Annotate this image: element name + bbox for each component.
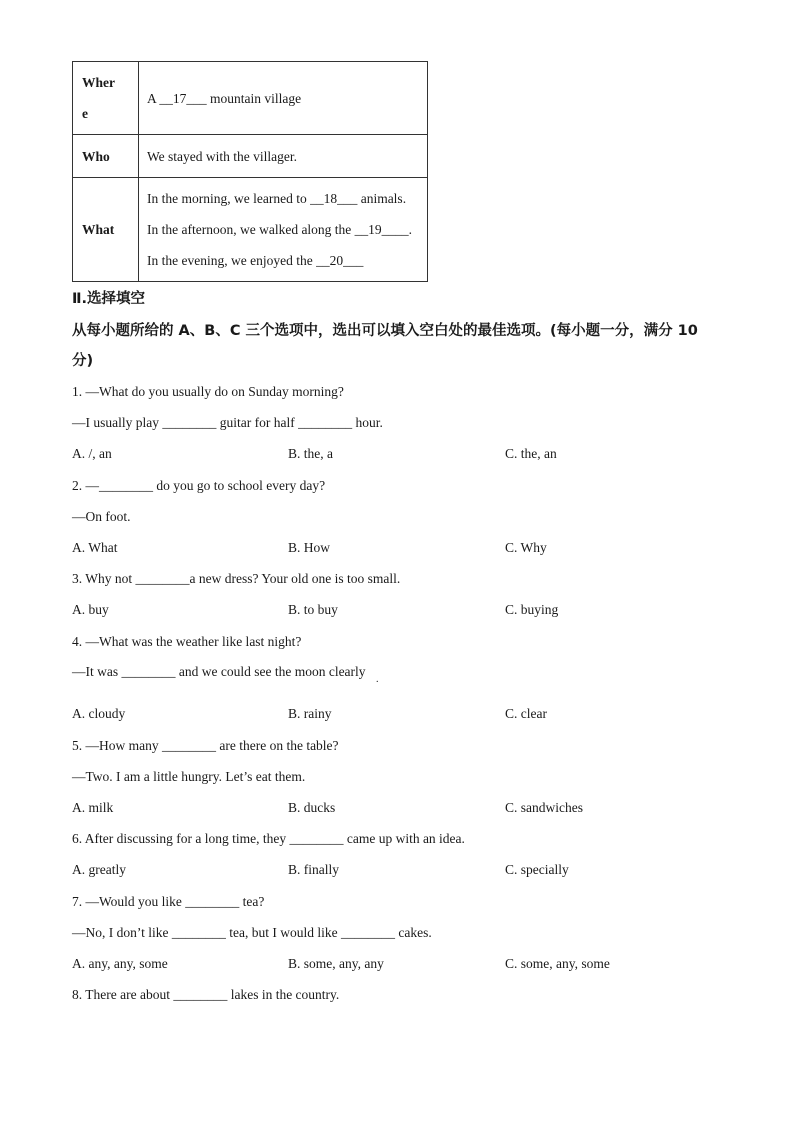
question-3-option-b: B. to buy bbox=[288, 602, 338, 617]
question-6-option-b: B. finally bbox=[288, 862, 339, 877]
what-label: What bbox=[73, 178, 139, 282]
question-5-option-a: A. milk bbox=[72, 800, 114, 815]
question-1-option-b: B. the, a bbox=[288, 446, 333, 461]
question-6-option-c: C. specially bbox=[505, 862, 569, 877]
what-line-morning: In the morning, we learned to __18___ animals. bbox=[147, 191, 407, 206]
question-6-line-1: 6. After discussing for a long time, they ________ came up with an idea. bbox=[72, 831, 465, 846]
question-5-option-b: B. ducks bbox=[288, 800, 336, 815]
where-label-part2: e bbox=[82, 106, 88, 121]
question-8-line-1: 8. There are about ________ lakes in the country. bbox=[72, 987, 340, 1002]
where-label bbox=[73, 62, 139, 135]
question-5-option-c: C. sandwiches bbox=[505, 800, 583, 815]
question-2-line-2: —On foot. bbox=[72, 509, 131, 524]
stray-mark: . bbox=[376, 674, 379, 685]
question-2-option-c: C. Why bbox=[505, 540, 547, 555]
question-3-line-1: 3. Why not ________a new dress? Your old one is too small. bbox=[72, 571, 401, 586]
where-value-text: A __17___ mountain village bbox=[147, 90, 302, 106]
question-4-option-b: B. rainy bbox=[288, 706, 332, 721]
question-1-line-1: 1. —What do you usually do on Sunday morning? bbox=[72, 384, 344, 399]
question-4-line-1: 4. —What was the weather like last night? bbox=[72, 634, 302, 649]
table-row-who bbox=[73, 135, 428, 178]
trip-info-table bbox=[72, 61, 428, 282]
table-row-what bbox=[73, 178, 428, 282]
question-3-option-a: A. buy bbox=[72, 602, 109, 617]
question-2-option-a: A. What bbox=[72, 540, 118, 555]
question-3-option-c: C. buying bbox=[505, 602, 559, 617]
question-7-line-1: 7. —Would you like ________ tea? bbox=[72, 894, 265, 909]
who-value-text: We stayed with the villager. bbox=[147, 148, 297, 164]
question-2-line-1: 2. —________ do you go to school every day? bbox=[72, 478, 326, 493]
question-4-option-a: A. cloudy bbox=[72, 706, 126, 721]
question-6-option-a: A. greatly bbox=[72, 862, 126, 877]
question-7-line-2: —No, I don’t like ________ tea, but I would like ________ cakes. bbox=[72, 925, 432, 940]
what-value bbox=[139, 178, 428, 282]
question-7-option-b: B. some, any, any bbox=[288, 956, 384, 971]
where-value bbox=[139, 62, 428, 135]
what-line-evening: In the evening, we enjoyed the __20___ bbox=[147, 253, 364, 268]
question-1-option-a: A. /, an bbox=[72, 446, 112, 461]
question-4-line-2: —It was ________ and we could see the moon clearly bbox=[72, 664, 366, 679]
who-value bbox=[139, 135, 428, 178]
question-7-option-c: C. some, any, some bbox=[505, 956, 610, 971]
question-5-line-2: —Two. I am a little hungry. Let’s eat them. bbox=[72, 769, 306, 784]
where-label-part1: Wher bbox=[82, 75, 115, 90]
table-row-where bbox=[73, 62, 428, 135]
question-2-option-b: B. How bbox=[288, 540, 331, 555]
question-4-option-c: C. clear bbox=[505, 706, 547, 721]
question-7-option-a: A. any, any, some bbox=[72, 956, 168, 971]
question-1-line-2: —I usually play ________ guitar for half ________ hour. bbox=[72, 415, 383, 430]
section-instruction: 从每小题所给的 A、B、C 三个选项中，选出可以填入空白处的最佳选项。(每小题一分，满分 10 分) bbox=[72, 323, 698, 369]
who-label: Who bbox=[73, 135, 139, 178]
section-title: Ⅱ.选择填空 bbox=[72, 291, 146, 307]
question-5-line-1: 5. —How many ________ are there on the table? bbox=[72, 738, 339, 753]
what-line-afternoon: In the afternoon, we walked along the __19____. bbox=[147, 222, 413, 237]
question-1-option-c: C. the, an bbox=[505, 446, 557, 461]
